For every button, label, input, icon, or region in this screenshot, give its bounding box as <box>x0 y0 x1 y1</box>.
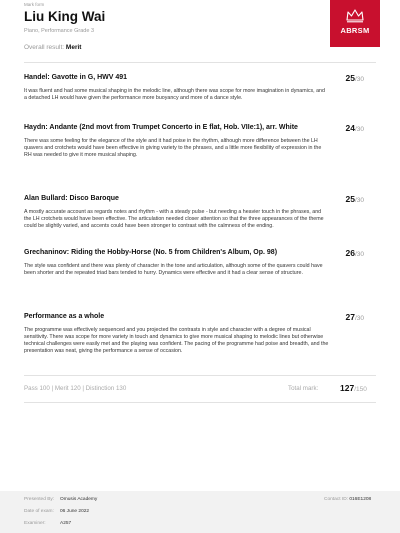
piece-title: Haydn: Andante (2nd movt from Trumpet Concerto in E flat, Hob. VIIe:1), arr. White <box>24 124 298 131</box>
piece-1 <box>24 70 376 102</box>
piece-3 <box>24 191 376 230</box>
piece-title: Performance as a whole <box>24 313 105 320</box>
total-mark-label: Total mark: <box>288 385 319 392</box>
piece-title: Alan Bullard: Disco Baroque <box>24 195 119 202</box>
piece-comment: The programme was effectively sequenced and you projected the contrasts in style and character with a degree of musical sensitivity. There was scope for more variety in touch and dynamics to give more musical shaping to melodic lines but otherwise technical challenges were easily met and the playing was confident. The pacing of the programme had poise and breadth, and the presentation was neat, giving the performance a sense of occasion. <box>24 327 329 354</box>
piece-score: 26/30 <box>345 248 364 258</box>
piece-score: 25/30 <box>345 194 364 204</box>
divider <box>24 375 376 376</box>
form-label: Mark form <box>24 2 45 7</box>
crown-icon <box>346 9 364 23</box>
piece-title: Grechaninov: Riding the Hobby-Horse (No. 5 from Children's Album, Op. 98) <box>24 249 278 256</box>
exam-subtitle: Piano, Performance Grade 3 <box>24 28 95 34</box>
piece-comment: It was fluent and had some musical shaping in the melodic line, although there was scope for more imagination in dynamics, and a detached LH would have given the performance more buoyancy and more of a dance style. <box>24 88 325 101</box>
piece-2 <box>24 120 376 159</box>
overall-value: Merit <box>65 44 82 51</box>
logo-text: ABRSM <box>340 26 370 35</box>
contact-id: Contact ID: 016E1208 <box>324 497 372 502</box>
piece-score: 24/30 <box>345 123 364 133</box>
overall-label: Overall result: <box>24 44 65 51</box>
piece-score: 27/30 <box>345 312 364 322</box>
divider <box>24 62 376 63</box>
total-mark: 127/150 <box>340 383 367 393</box>
grade-thresholds: Pass 100 | Merit 120 | Distinction 130 <box>24 385 127 392</box>
piece-score: 25/30 <box>345 73 364 83</box>
piece-4 <box>24 245 376 277</box>
divider <box>24 402 376 403</box>
piece-comment: The style was confident and there was plenty of character in the tone and articulation, although some of the quavers could have been shorter and the repeated triad bars tended to hurry. Dynamics were effective and it had a clear sense of structure. <box>24 263 323 276</box>
header <box>24 2 304 51</box>
overall-result <box>24 44 304 51</box>
presented-by: Presented By: Omusis Academy <box>24 497 98 502</box>
marks-summary <box>24 383 376 397</box>
piece-5 <box>24 309 376 355</box>
piece-comment: There was some feeling for the elegance of the style and it had poise in the rhythm, although more difference between the LH quavers and crotchets would have been effective in giving variety to the phrases, and a little more flexibility of expression in the RH was needed to give it more musical shaping. <box>24 138 322 158</box>
piece-title: Handel: Gavotte in G, HWV 491 <box>24 74 128 81</box>
candidate-name: Liu King Wai <box>24 9 106 24</box>
examiner: Examiner: A257 <box>24 521 72 526</box>
footer <box>0 491 400 533</box>
exam-date: Date of exam: 06 June 2022 <box>24 509 90 514</box>
abrsm-logo <box>330 0 380 47</box>
piece-comment: A mostly accurate account as regards notes and rhythm - with a steady pulse - but needing a heavier touch in the phrases, and the LH crotchets would have been effective. The articulation needed closer attention so that the three appearances of the theme could be slightly varied, and accents could have been stronger to contrast with the calmness of the ending. <box>24 209 324 229</box>
